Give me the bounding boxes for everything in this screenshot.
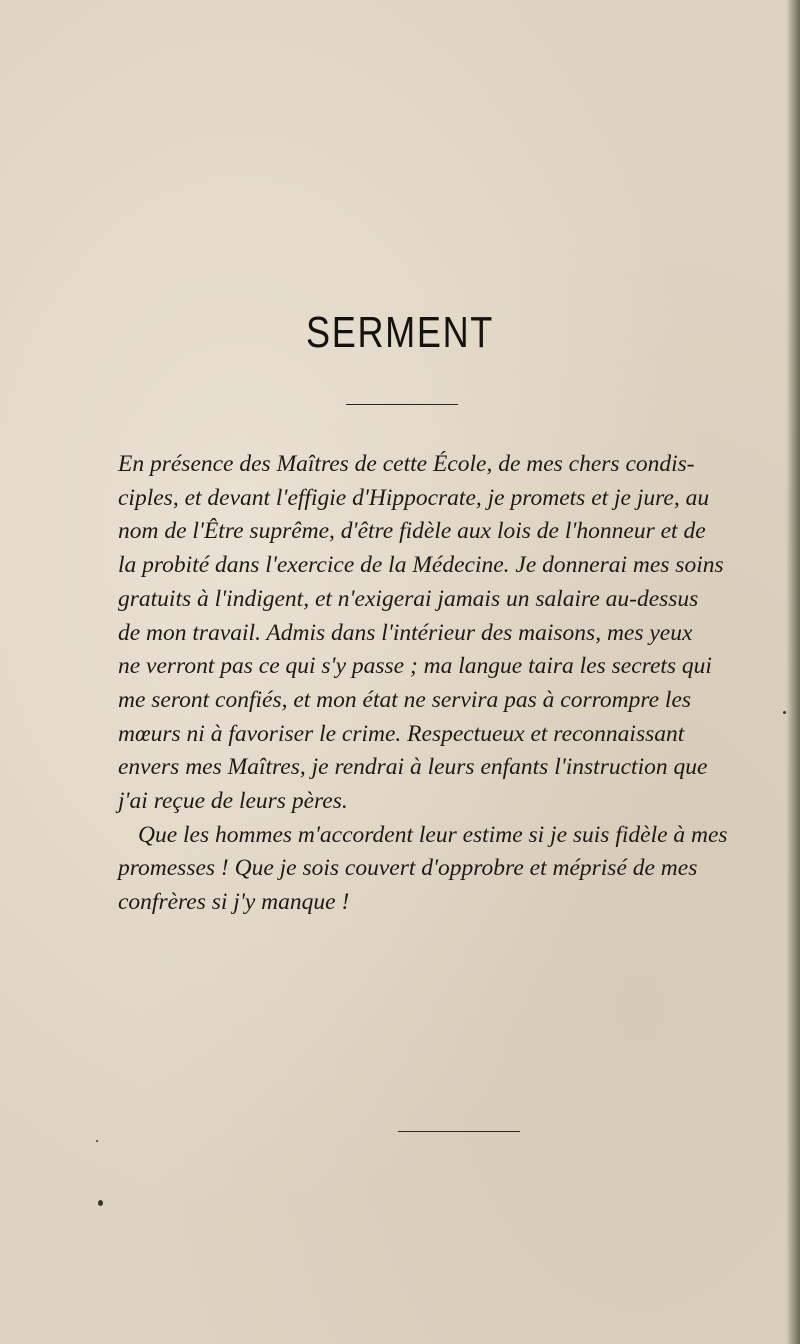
closing-divider: [398, 1131, 520, 1132]
oath-line: j'ai reçue de leurs pères.: [118, 788, 348, 815]
oath-line: mœurs ni à favoriser le crime. Respectueux et reconnaissant: [118, 720, 685, 747]
oath-line: ne verront pas ce qui s'y passe ; ma langue taira les secrets qui: [118, 653, 712, 680]
oath-line: Que les hommes m'accordent leur estime si je suis fidèle à mes: [138, 821, 728, 848]
oath-line: me seront confiés, et mon état ne servira pas à corrompre les: [118, 686, 692, 713]
paper-speck: [96, 1140, 98, 1142]
oath-line: gratuits à l'indigent, et n'exigerai jamais un salaire au-dessus: [118, 585, 699, 612]
oath-line: promesses ! Que je sois couvert d'opprobre et méprisé de mes: [118, 855, 698, 882]
oath-line: de mon travail. Admis dans l'intérieur des maisons, mes yeux: [118, 619, 693, 646]
page-title: SERMENT: [306, 308, 494, 357]
oath-line: nom de l'Être suprême, d'être fidèle aux lois de l'honneur et de: [118, 518, 706, 545]
oath-line: confrères si j'y manque !: [118, 889, 350, 916]
oath-text: [118, 448, 758, 920]
oath-line: En présence des Maîtres de cette École, de mes chers condis-: [118, 451, 695, 477]
oath-line: la probité dans l'exercice de la Médecine. Je donnerai mes soins: [118, 552, 724, 579]
paper-speck: [98, 1200, 103, 1206]
title-divider: [346, 404, 458, 405]
oath-line: envers mes Maîtres, je rendrai à leurs enfants l'instruction que: [118, 754, 708, 781]
paper-speck: [783, 711, 786, 714]
oath-line: ciples, et devant l'effigie d'Hippocrate, je promets et je jure, au: [118, 484, 710, 511]
page-edge-shadow: [786, 0, 800, 1344]
